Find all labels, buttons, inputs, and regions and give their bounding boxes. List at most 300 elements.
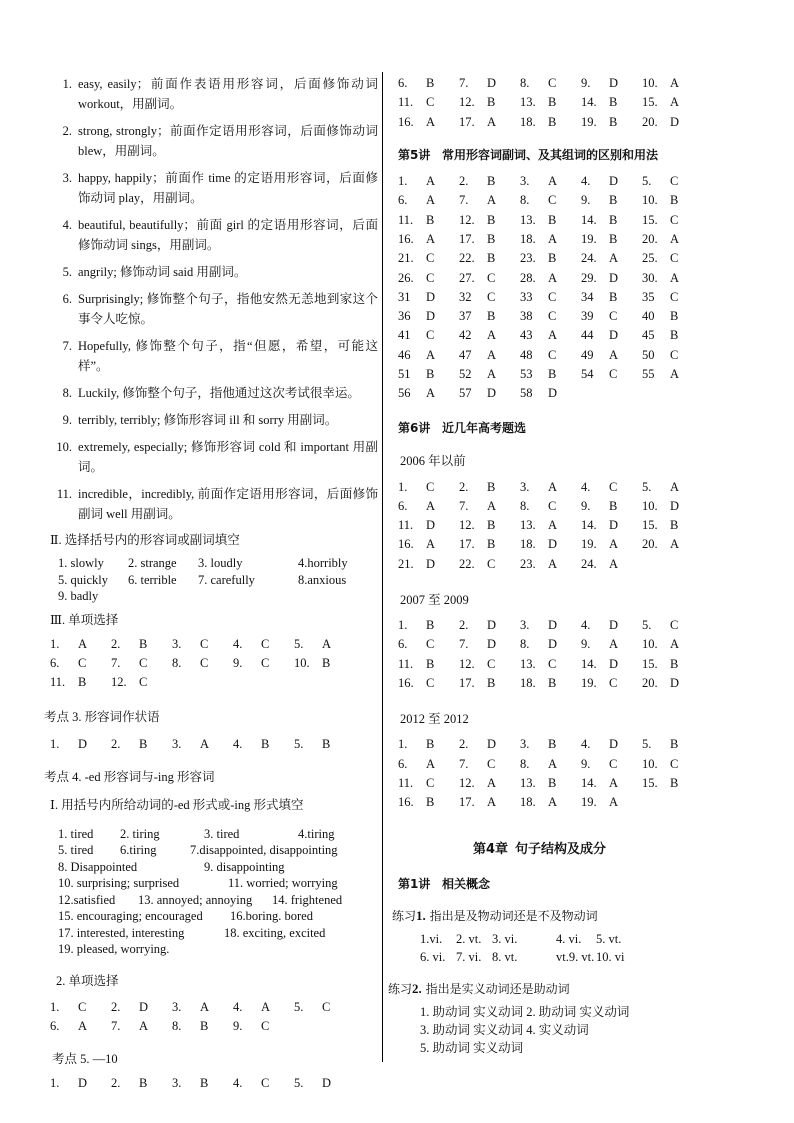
answer-letter: B — [487, 479, 496, 494]
answer-row — [398, 346, 703, 365]
answer-row — [58, 842, 378, 859]
answer-letter: D — [78, 736, 88, 751]
answer-letter: B — [426, 212, 435, 227]
answer-row — [50, 635, 355, 654]
lecture-6-heading — [398, 419, 708, 437]
chapter-4-heading — [473, 838, 708, 857]
answer-letter: A — [487, 795, 497, 810]
answer-letter: B — [609, 114, 618, 129]
answer-letter: B — [548, 737, 557, 752]
question-number: 16. — [398, 114, 414, 129]
question-number: 29. — [581, 270, 597, 285]
answer-item: 10. surprising; surprised — [58, 876, 180, 891]
question-number: 7. — [459, 193, 469, 208]
answer-letter: A — [426, 174, 436, 189]
answer-letter: C — [426, 479, 435, 494]
question-number — [642, 793, 670, 812]
answer-letter: B — [139, 636, 148, 651]
question-number: 11. — [398, 775, 414, 790]
answer-item: 9. badly — [58, 589, 99, 603]
question-number: 5. — [294, 999, 304, 1014]
question-number: 15. — [642, 212, 658, 227]
question-number: 25. — [642, 251, 658, 266]
answer-letter: C — [670, 174, 679, 189]
answer-letter: D — [548, 637, 558, 652]
answer-letter: D — [670, 114, 680, 129]
column-divider — [382, 72, 383, 1062]
question-number: 15. — [642, 656, 658, 671]
exercise-row — [420, 948, 708, 966]
answer-item: 3. loudly — [198, 556, 243, 570]
answer-letter: C — [548, 289, 557, 304]
answer-letter: B — [670, 737, 679, 752]
question-number: 19. — [581, 675, 597, 690]
answer-letter — [670, 793, 703, 812]
answer-row — [398, 172, 703, 191]
lecture-1-heading — [398, 875, 708, 893]
answer-letter: C — [548, 309, 557, 324]
answer-item: 5. tired — [58, 843, 94, 858]
answer-letter: D — [609, 328, 619, 343]
question-number: 55 — [642, 367, 655, 381]
question-number: 19. — [581, 114, 597, 129]
lecture-5-label: 第5讲 — [398, 147, 431, 162]
lecture-6-title: 近几年高考题选 — [442, 421, 527, 436]
year-range-heading-3: 2012 至 2012 — [400, 712, 469, 727]
answer-letter: C — [426, 637, 435, 652]
answer-letter: A — [548, 556, 558, 571]
answer-letter: D — [670, 498, 680, 513]
answer-letter: A — [426, 193, 436, 208]
answer-item: 14. frightened — [272, 892, 343, 907]
answer-letter: A — [548, 795, 558, 810]
answer-letter: B — [670, 656, 679, 671]
answer-letter — [670, 384, 703, 403]
answer-letter: B — [487, 212, 496, 227]
question-number: 2. — [459, 618, 469, 633]
answer-letter: D — [609, 270, 619, 285]
answer-letter: C — [487, 270, 496, 285]
answer-letter: B — [487, 251, 496, 266]
question-number: 5. — [642, 174, 652, 189]
answer-item: 9. disappointing — [204, 859, 285, 874]
answer-letter: C — [670, 289, 679, 304]
question-number: 43 — [520, 328, 533, 343]
answer-letter: C — [78, 655, 87, 670]
answer-letter: D — [609, 174, 619, 189]
answer-letter: C — [78, 999, 87, 1014]
note-item — [50, 410, 378, 430]
answer-item: 18. exciting, excited — [224, 925, 326, 940]
exercise-2-title: 指出是实义动词还是助动词 — [421, 982, 570, 997]
answer-letter: A — [670, 76, 680, 91]
answer-letter: A — [548, 231, 558, 246]
lecture-5-answers — [398, 172, 703, 404]
answer-letter: B — [200, 1076, 209, 1091]
question-number: 14. — [581, 518, 597, 533]
lecture-6-label: 第6讲 — [398, 421, 431, 436]
answer-letter: C — [261, 655, 270, 670]
answer-letter: B — [487, 95, 496, 110]
answer-letter: C — [200, 636, 209, 651]
answer-letter: C — [670, 347, 679, 362]
answer-letter: B — [609, 193, 618, 208]
question-number: 9. — [581, 76, 591, 91]
answer-letter: B — [487, 537, 496, 552]
note-number: 7. — [62, 339, 72, 353]
answer-letter — [609, 384, 642, 403]
question-number — [294, 1017, 322, 1036]
question-number: 12. — [459, 95, 475, 110]
answer-letter: A — [548, 270, 558, 285]
note-number: 5. — [62, 265, 72, 279]
question-number: 21. — [398, 251, 414, 266]
answer-letter: A — [487, 498, 497, 513]
question-number: 10. — [642, 76, 658, 91]
note-text: extremely, especially; 修饰形容词 cold 和 important 用副词。 — [78, 440, 378, 474]
answer-letter: B — [670, 193, 679, 208]
question-number — [642, 555, 670, 574]
answer-row — [398, 326, 703, 345]
note-item — [50, 121, 378, 161]
answer-row — [398, 516, 703, 535]
answer-item: 4.horribly — [298, 556, 348, 570]
answer-item: 2. tiring — [120, 826, 160, 841]
question-number: 18. — [520, 231, 536, 246]
answer-row — [58, 892, 378, 909]
kaodian-4-mc-heading: 2. 单项选择 — [56, 973, 119, 988]
question-number: 18. — [520, 537, 536, 552]
answer-letter: A — [487, 775, 497, 790]
answer-row — [398, 674, 703, 693]
question-number: 5. — [294, 1076, 304, 1091]
note-item — [50, 168, 378, 208]
chapter-title: 句子结构及成分 — [515, 842, 607, 858]
exercise-1-answers — [398, 930, 708, 966]
answer-row — [398, 754, 703, 773]
answer-letter: A — [670, 270, 680, 285]
question-number: 4. — [581, 174, 591, 189]
question-number: 4. — [581, 618, 591, 633]
question-number: 47 — [459, 347, 472, 362]
exercise-answer: 3. vi. — [492, 932, 518, 947]
answer-row — [398, 384, 703, 403]
answer-item: 7. carefully — [198, 572, 255, 587]
question-number: 42 — [459, 328, 472, 343]
answer-letter: B — [487, 309, 496, 324]
question-number: 16. — [398, 675, 414, 690]
answer-letter: D — [426, 289, 436, 304]
answer-item: 1. tired — [58, 826, 94, 841]
question-number: 1. — [398, 737, 408, 752]
question-number: 18. — [520, 795, 536, 810]
answer-letter: C — [609, 675, 618, 690]
question-number: 16. — [398, 231, 414, 246]
answer-letter: D — [609, 737, 619, 752]
question-number: 15. — [642, 95, 658, 110]
question-number: 48 — [520, 347, 533, 362]
question-number: 3. — [172, 1076, 182, 1091]
answer-letter: C — [548, 193, 557, 208]
answer-letter: B — [548, 114, 557, 129]
answer-letter: A — [609, 775, 619, 790]
answer-item: 2. strange — [128, 556, 177, 570]
question-number: 2. — [459, 479, 469, 494]
answer-letter: C — [426, 270, 435, 285]
answer-letter: A — [548, 756, 558, 771]
answer-row — [50, 1017, 355, 1036]
question-number: 14. — [581, 656, 597, 671]
answer-letter: D — [548, 537, 558, 552]
answer-letter: C — [609, 756, 618, 771]
answer-letter: B — [322, 655, 331, 670]
answer-letter: A — [609, 556, 619, 571]
kaodian-5-heading: 考点 5. —10 — [52, 1052, 118, 1067]
answer-letter: D — [609, 618, 619, 633]
answer-letter: B — [670, 775, 679, 790]
question-number — [294, 673, 322, 692]
exercise-1-heading — [392, 907, 708, 924]
answer-row — [58, 925, 378, 942]
question-number: 6. — [50, 655, 60, 670]
question-number: 53 — [520, 367, 533, 381]
question-number: 4. — [233, 736, 243, 751]
question-number: 13. — [520, 656, 536, 671]
answer-row — [398, 555, 703, 574]
answer-letter: B — [548, 675, 557, 690]
kaodian-4-mc-answers — [50, 998, 355, 1037]
section-2-answers — [58, 555, 378, 605]
answer-letter: C — [548, 347, 557, 362]
question-number: 2. — [111, 636, 121, 651]
question-number: 12. — [459, 518, 475, 533]
answer-letter: A — [670, 637, 680, 652]
answer-letter: D — [78, 1076, 88, 1091]
question-number: 36 — [398, 309, 411, 324]
answer-letter: A — [487, 114, 497, 129]
note-text: Surprisingly; 修饰整个句子，指他安然无恙地到家这个事令人吃惊。 — [78, 292, 378, 326]
answer-letter: A — [426, 386, 436, 401]
answer-letter: A — [548, 174, 558, 189]
question-number: 2. — [111, 999, 121, 1014]
answer-letter: B — [426, 795, 435, 810]
question-number: 1. — [50, 999, 60, 1014]
answer-letter: A — [426, 114, 436, 129]
answer-letter: A — [139, 1019, 149, 1034]
exercise-answer: 6. vi. — [420, 950, 446, 965]
question-number: 7. — [459, 637, 469, 652]
question-number: 4. — [233, 636, 243, 651]
answer-item: 4.tiring — [298, 826, 335, 841]
year-range-1-answers — [398, 477, 703, 573]
question-number: 5. — [294, 636, 304, 651]
question-number: 54 — [581, 367, 594, 381]
year-range-heading-2: 2007 至 2009 — [400, 592, 469, 607]
question-number: 13. — [520, 775, 536, 790]
answer-row — [50, 673, 355, 692]
answer-letter: C — [261, 1019, 270, 1034]
note-item — [50, 484, 378, 524]
question-number — [642, 384, 670, 403]
answer-item: 7.disappointed, disappointing — [190, 843, 338, 858]
answer-letter: C — [487, 556, 496, 571]
exercise-answer: 4. vi. — [556, 932, 582, 947]
answer-letter: C — [261, 636, 270, 651]
answer-row — [58, 826, 378, 843]
question-number: 10. — [642, 756, 658, 771]
answer-letter: D — [487, 386, 497, 401]
answer-letter: C — [548, 498, 557, 513]
question-number: 1. — [50, 736, 60, 751]
answer-letter: C — [322, 999, 331, 1014]
answer-letter: A — [670, 479, 680, 494]
answer-item: 19. pleased, worrying. — [58, 942, 170, 957]
question-number: 10. — [642, 193, 658, 208]
answer-row — [50, 998, 355, 1017]
question-number: 20. — [642, 537, 658, 552]
question-number: 17. — [459, 537, 475, 552]
answer-row — [398, 477, 703, 496]
question-number: 11. — [398, 656, 414, 671]
note-item — [50, 437, 378, 477]
question-number: 8. — [520, 193, 530, 208]
exercise-answer: vt.9. vt. — [556, 950, 595, 965]
question-number: 46 — [398, 347, 411, 362]
answer-letter: D — [426, 556, 436, 571]
question-number: 13. — [520, 518, 536, 533]
note-number: 11. — [56, 487, 72, 501]
answer-letter: C — [261, 1076, 270, 1091]
question-number: 7. — [459, 756, 469, 771]
answer-letter: A — [670, 367, 680, 381]
question-number: 18. — [520, 675, 536, 690]
answer-item: 5. quickly — [58, 572, 108, 587]
question-number: 3. — [172, 999, 182, 1014]
answer-letter: A — [670, 231, 680, 246]
question-number: 30. — [642, 270, 658, 285]
question-number: 3. — [520, 174, 530, 189]
answer-letter: B — [609, 212, 618, 227]
question-number: 14. — [581, 212, 597, 227]
answer-letter: A — [487, 367, 497, 381]
answer-letter: C — [426, 775, 435, 790]
answer-letter: B — [139, 1076, 148, 1091]
question-number — [172, 673, 200, 692]
note-number: 8. — [62, 386, 72, 400]
answer-letter — [200, 673, 233, 692]
question-number: 11. — [398, 95, 414, 110]
answer-row — [50, 734, 355, 753]
question-number: 13. — [520, 95, 536, 110]
answer-row — [58, 588, 378, 605]
answer-letter: D — [426, 309, 436, 324]
kaodian-4-subheading: Ⅰ. 用括号内所给动词的-ed 形式或-ing 形式填空 — [50, 797, 304, 812]
exercise-1-title: 指出是及物动词还是不及物动词 — [425, 909, 598, 924]
question-number: 57 — [459, 386, 472, 401]
lecture-1-label: 第1讲 — [398, 877, 431, 892]
answer-letter: A — [609, 637, 619, 652]
answer-item: 12.satisfied — [58, 892, 116, 907]
question-number: 10. — [294, 655, 310, 670]
exercise-row — [420, 930, 708, 948]
answer-row — [398, 74, 703, 93]
answer-letter: B — [487, 675, 496, 690]
answer-row — [398, 268, 703, 287]
answer-row — [398, 735, 703, 754]
answer-letter: A — [609, 537, 619, 552]
section-3-answers — [50, 635, 355, 693]
question-number: 12. — [459, 212, 475, 227]
question-number: 17. — [459, 795, 475, 810]
question-number: 27. — [459, 270, 475, 285]
kaodian-4-answers — [58, 826, 378, 958]
answer-row — [58, 572, 378, 589]
question-number: 1. — [398, 479, 408, 494]
section-3-heading: Ⅲ. 单项选择 — [50, 612, 119, 627]
question-number: 6. — [50, 1019, 60, 1034]
question-number: 1. — [50, 1076, 60, 1091]
note-item — [50, 262, 378, 282]
answer-letter: A — [548, 328, 558, 343]
answer-letter: B — [200, 1019, 209, 1034]
question-number: 52 — [459, 367, 472, 381]
answer-letter: C — [548, 76, 557, 91]
question-number: 19. — [581, 795, 597, 810]
answer-letter: B — [548, 212, 557, 227]
answer-letter: A — [426, 537, 436, 552]
exercise-1-label: 练习 — [392, 909, 417, 924]
question-number: 24. — [581, 556, 597, 571]
left-column — [44, 74, 378, 1100]
answer-item: 6.tiring — [120, 843, 157, 858]
answer-row — [398, 210, 703, 229]
answer-letter: A — [426, 347, 436, 362]
answer-row — [398, 365, 703, 384]
answer-letter: A — [487, 328, 497, 343]
note-text: terribly, terribly; 修饰形容词 ill 和 sorry 用副词。 — [78, 413, 338, 427]
right-column — [388, 74, 708, 1057]
answer-letter: C — [200, 655, 209, 670]
answer-letter: A — [426, 756, 436, 771]
answer-item: 13. annoyed; annoying — [138, 892, 253, 907]
answer-letter: C — [609, 479, 618, 494]
question-number: 24. — [581, 251, 597, 266]
kaodian-5-answers — [50, 1074, 355, 1093]
exercise-answer: 2. vt. — [456, 932, 482, 947]
answer-letter: A — [78, 1019, 88, 1034]
question-number: 5. — [642, 618, 652, 633]
answer-letter: D — [609, 656, 619, 671]
question-number: 10. — [642, 498, 658, 513]
answer-row — [50, 654, 355, 673]
answer-row — [398, 249, 703, 268]
question-number: 10. — [642, 637, 658, 652]
note-text: incredible，incredibly, 前面作定语用形容词，后面修饰副词 well 用副词。 — [78, 487, 378, 521]
question-number: 23. — [520, 251, 536, 266]
question-number: 40 — [642, 309, 655, 324]
answer-item: 6. terrible — [128, 572, 177, 587]
question-number: 32 — [459, 289, 472, 304]
answer-letter: B — [487, 231, 496, 246]
question-number: 56 — [398, 386, 411, 401]
kaodian-3-answers — [50, 734, 355, 753]
question-number: 8. — [520, 756, 530, 771]
answer-letter: A — [200, 999, 210, 1014]
question-number: 4. — [581, 479, 591, 494]
answer-letter: C — [426, 251, 435, 266]
exercise-2-label: 练习 — [388, 982, 413, 997]
answer-item: 8.anxious — [298, 572, 347, 587]
